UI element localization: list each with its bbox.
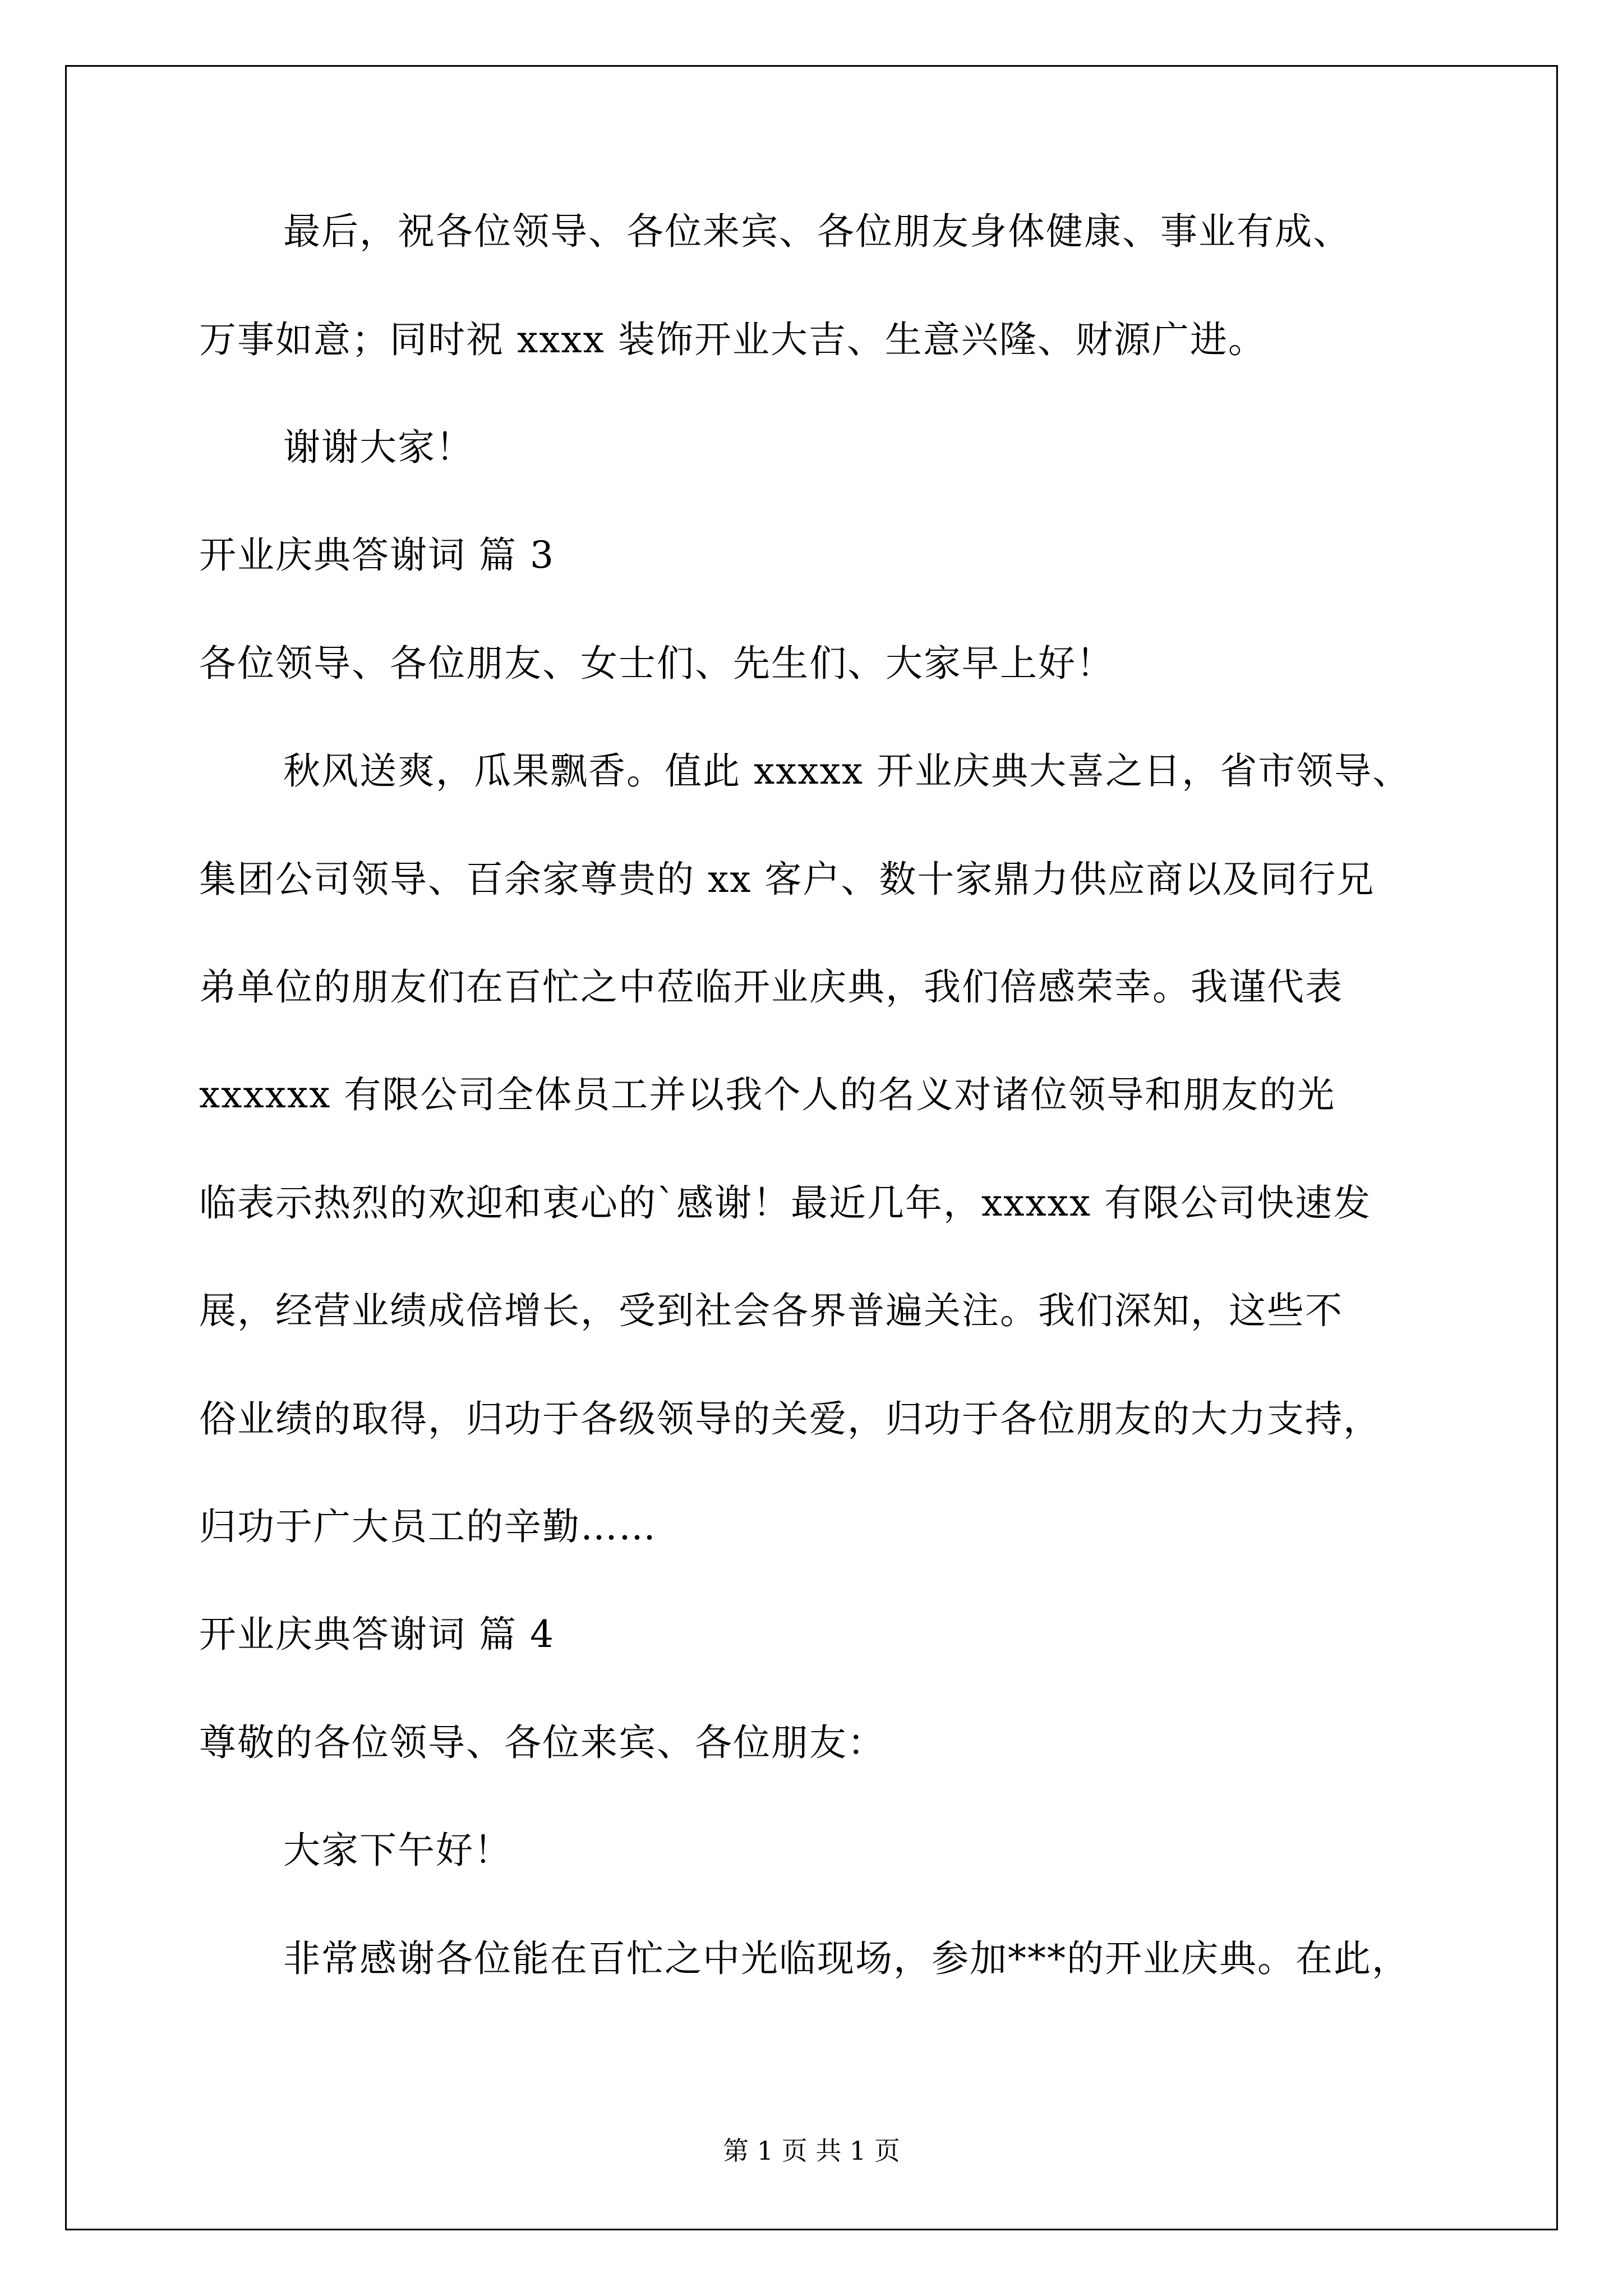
paragraph-line: 秋风送爽，瓜果飘香。值此 xxxxx 开业庆典大喜之日，省市领导、 xyxy=(283,749,1411,793)
paragraph-line: 最后，祝各位领导、各位来宾、各位朋友身体健康、事业有成、 xyxy=(283,210,1351,253)
paragraph-line: 谢谢大家！ xyxy=(283,426,474,469)
page-border xyxy=(65,65,1558,2230)
salutation-line: 各位领导、各位朋友、女士们、先生们、大家早上好！ xyxy=(199,642,1114,685)
section-heading: 开业庆典答谢词 篇 3 xyxy=(199,533,555,577)
paragraph-line: 万事如意；同时祝 xxxx 装饰开业大吉、生意兴隆、财源广进。 xyxy=(199,318,1266,361)
section-heading: 开业庆典答谢词 篇 4 xyxy=(199,1613,555,1656)
paragraph-line: xxxxxx 有限公司全体员工并以我个人的名义对诸位领导和朋友的光 xyxy=(199,1073,1336,1116)
paragraph-line: 展，经营业绩成倍增长，受到社会各界普遍关注。我们深知，这些不 xyxy=(199,1289,1343,1332)
page-footer: 第 1 页 共 1 页 xyxy=(723,2136,900,2166)
paragraph-line: 大家下午好！ xyxy=(283,1829,512,1872)
paragraph-line: 集团公司领导、百余家尊贵的 xx 客户、数十家鼎力供应商以及同行兄 xyxy=(199,858,1375,901)
paragraph-line: 非常感谢各位能在百忙之中光临现场，参加***的开业庆典。在此， xyxy=(283,1937,1410,1980)
paragraph-line: 弟单位的朋友们在百忙之中莅临开业庆典，我们倍感荣幸。我谨代表 xyxy=(199,965,1343,1009)
salutation-line: 尊敬的各位领导、各位来宾、各位朋友： xyxy=(199,1721,886,1764)
paragraph-line: 归功于广大员工的辛勤…… xyxy=(199,1505,657,1548)
paragraph-line: 俗业绩的取得，归功于各级领导的关爱，归功于各位朋友的大力支持， xyxy=(199,1397,1381,1441)
paragraph-line: 临表示热烈的欢迎和衷心的`感谢！最近几年，xxxxx 有限公司快速发 xyxy=(199,1181,1372,1225)
